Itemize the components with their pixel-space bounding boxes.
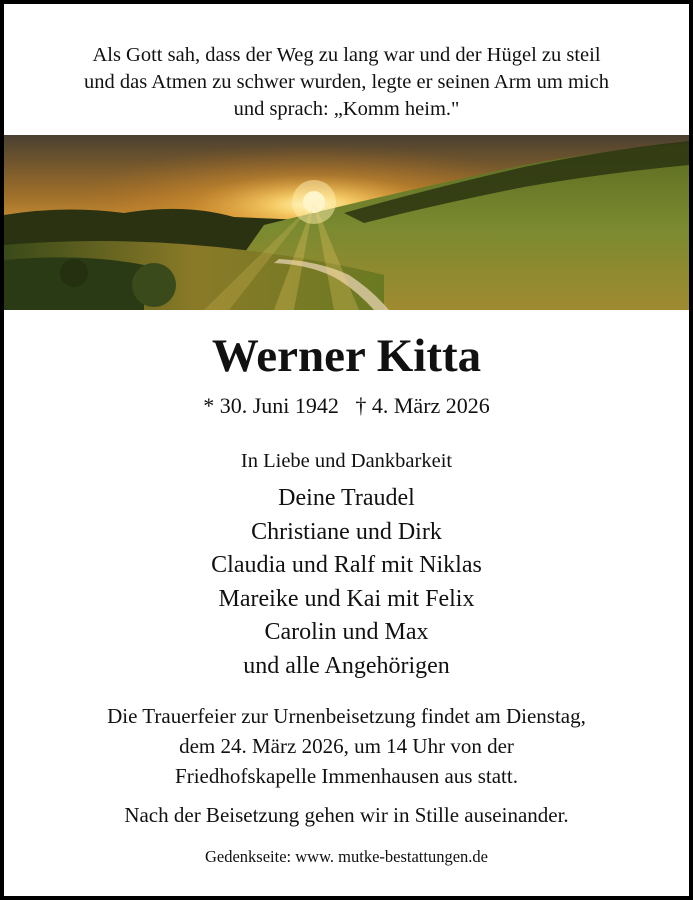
ceremony-notice (14, 701, 679, 791)
mourner: Claudia und Ralf mit Niklas (211, 552, 482, 578)
memorial-website: Gedenkseite: www. mutke-bestattungen.de (204, 847, 488, 866)
ceremony-line: Die Trauerfeier zur Urnenbeisetzung findet am Dienstag, (107, 704, 586, 728)
mourners-list (4, 482, 689, 683)
deceased-name: Werner Kitta (211, 330, 482, 382)
mourner: Mareike und Kai mit Felix (218, 585, 475, 612)
verse (24, 42, 669, 123)
ceremony-line: dem 24. März 2026, um 14 Uhr von der (179, 734, 514, 758)
sunset-meadow-image (4, 135, 689, 310)
mourner: Carolin und Max (264, 619, 429, 645)
death-date: † 4. März 2026 (355, 393, 490, 418)
mourner: und alle Angehörigen (243, 652, 450, 679)
ceremony-line: Friedhofskapelle Immenhausen aus statt. (175, 764, 518, 788)
dedication: In Liebe und Dankbarkeit (240, 450, 453, 472)
verse-line: und das Atmen zu schwer wurden, legte er seinen Arm um mich (84, 71, 609, 93)
mourner: Christiane und Dirk (251, 518, 442, 545)
life-dates (4, 392, 689, 420)
verse-line: und sprach: „Komm heim." (233, 98, 460, 120)
verse-line: Als Gott sah, dass der Weg zu lang war und der Hügel zu steil (92, 44, 601, 66)
birth-date: * 30. Juni 1942 (203, 393, 339, 418)
farewell-note: Nach der Beisetzung gehen wir in Stille auseinander. (124, 803, 569, 827)
mourner: Deine Traudel (278, 485, 415, 511)
